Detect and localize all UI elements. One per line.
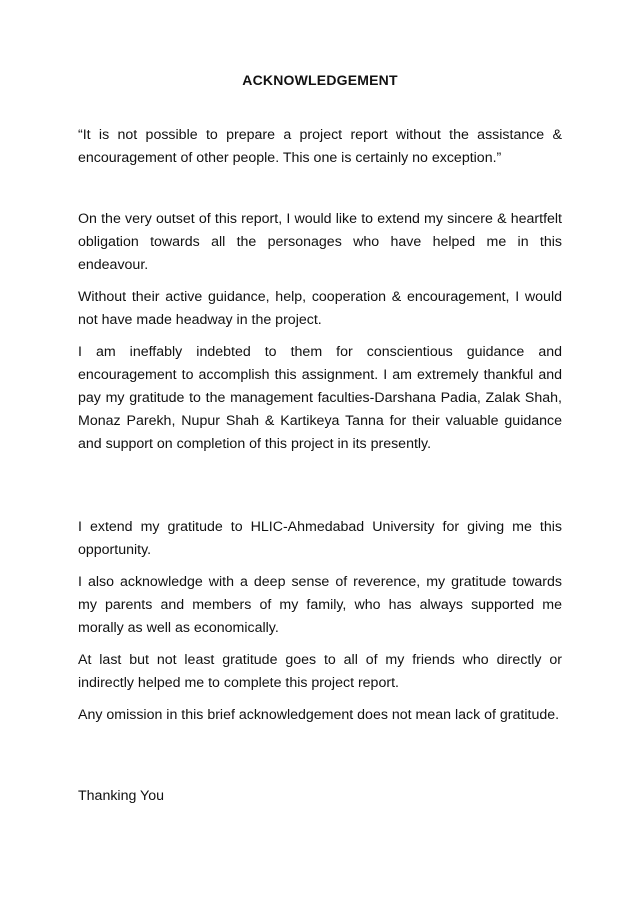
quote-paragraph: “It is not possible to prepare a project report without the assistance & encouragement of other people. This one is certainly no exception.” — [78, 127, 562, 166]
document-page — [78, 0, 562, 903]
body-paragraph: Without their active guidance, help, cooperation & encouragement, I would not have made headway in the project. — [78, 289, 562, 328]
body-paragraph: I am ineffably indebted to them for conscientious guidance and encouragement to accomplish this assignment. I am extremely thankful and pay my gratitude to the management faculties-Darshana Padia, Zalak Shah, Monaz Parekh, Nupur Shah & Kartikeya Tanna for their valuable guidance and support on completion of this project in its presently. — [78, 344, 562, 452]
body-paragraph: I extend my gratitude to HLIC-Ahmedabad University for giving me this opportunity. — [78, 519, 562, 558]
page-title: ACKNOWLEDGEMENT — [242, 72, 398, 88]
body-paragraph: Any omission in this brief acknowledgement does not mean lack of gratitude. — [78, 707, 560, 723]
body-paragraph: I also acknowledge with a deep sense of reverence, my gratitude towards my parents and members of my family, who has always supported me morally as well as economically. — [78, 574, 562, 636]
body-paragraph: At last but not least gratitude goes to all of my friends who directly or indirectly helped me to complete this project report. — [78, 652, 562, 691]
body-paragraph: On the very outset of this report, I would like to extend my sincere & heartfelt obligation towards all the personages who have helped me in this endeavour. — [78, 211, 562, 273]
closing-text: Thanking You — [78, 788, 164, 804]
